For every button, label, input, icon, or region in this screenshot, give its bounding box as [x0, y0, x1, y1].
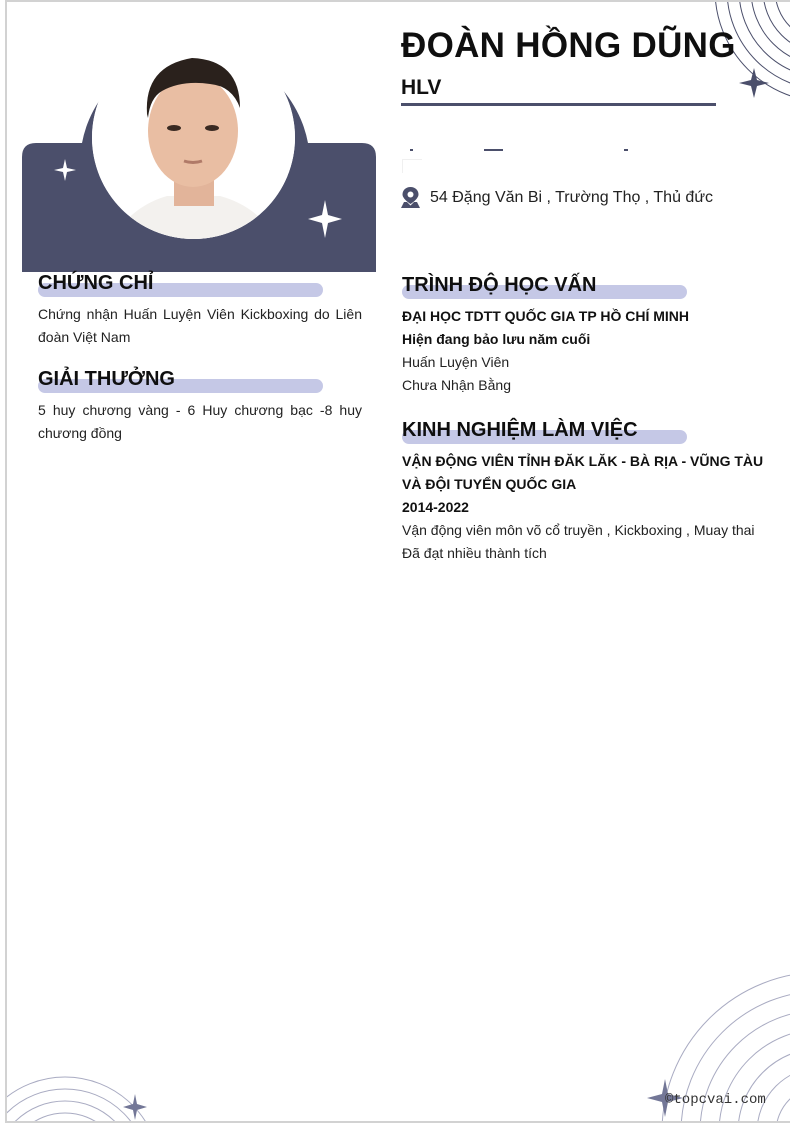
section-title-certificates: CHỨNG CHỈ	[38, 272, 154, 294]
watermark: ©topcvai.com	[665, 1092, 766, 1108]
contact-fragment	[410, 149, 413, 151]
sparkle-icon	[739, 68, 769, 98]
experience-desc-1: Vận động viên môn võ cổ truyền , Kickboxing , Muay thai	[402, 522, 755, 538]
education-major: Huấn Luyện Viên	[402, 354, 510, 370]
section-title-education: TRÌNH ĐỘ HỌC VẤN	[402, 274, 597, 296]
education-status: Hiện đang bảo lưu năm cuối	[402, 331, 591, 347]
arcs-decoration-bottom-left	[7, 1062, 207, 1123]
experience-desc-2: Đã đạt nhiều thành tích	[402, 545, 547, 561]
education-school: ĐẠI HỌC TDTT QUỐC GIA TP HỒ CHÍ MINH	[402, 308, 689, 324]
education-degree: Chưa Nhận Bằng	[402, 377, 511, 393]
address-text: 54 Đặng Văn Bi , Trường Thọ , Thủ đức	[430, 188, 714, 206]
certificates-text: Chứng nhận Huấn Luyện Viên Kickboxing do Liên đoàn Việt Nam	[38, 306, 362, 345]
experience-period: 2014-2022	[402, 499, 469, 515]
contact-fragment	[484, 149, 503, 151]
person-portrait-icon	[92, 36, 295, 239]
title-underline	[401, 103, 716, 106]
experience-position: VẬN ĐỘNG VIÊN TỈNH ĐĂK LĂK - BÀ RỊA - VŨNG TÀU VÀ ĐỘI TUYỂN QUỐC GIA	[402, 453, 764, 492]
candidate-role: HLV	[401, 76, 442, 99]
contact-address	[401, 187, 713, 208]
candidate-name: ĐOÀN HỒNG DŨNG	[401, 26, 736, 65]
awards-text: 5 huy chương vàng - 6 Huy chương bạc -8 huy chương đồng	[38, 402, 362, 441]
profile-photo	[92, 36, 295, 239]
section-title-experience: KINH NGHIỆM LÀM VIỆC	[402, 419, 638, 441]
cv-page	[5, 0, 790, 1123]
map-pin-icon	[401, 187, 420, 208]
contact-placeholder	[402, 159, 422, 173]
section-title-awards: GIẢI THƯỞNG	[38, 368, 175, 390]
contact-fragment	[624, 149, 628, 151]
